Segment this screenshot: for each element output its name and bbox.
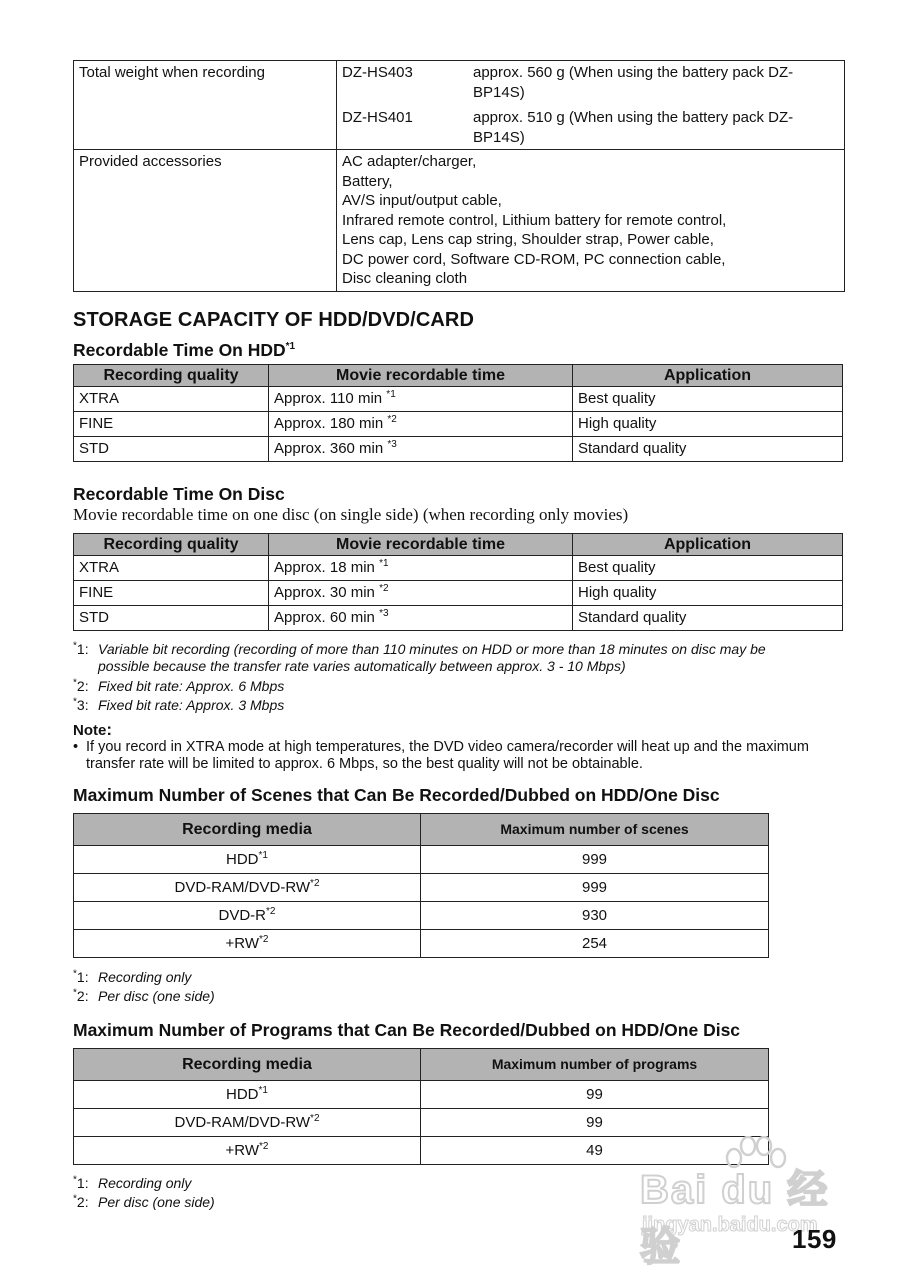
time-text: Approx. 110 min (274, 390, 383, 407)
table-row (74, 581, 843, 606)
quality-cell: STD (74, 437, 269, 462)
watermark-url: jingyan.baidu.com (642, 1214, 818, 1236)
column-header: Recording media (74, 1049, 421, 1081)
accessory-line: AV/S input/output cable, (342, 192, 502, 209)
footnote (73, 1175, 191, 1192)
value-cell: 99 (421, 1081, 769, 1109)
footnote-star: * (73, 968, 77, 980)
programs-table (73, 1048, 769, 1165)
note-text: transfer rate will be limited to approx. 6 Mbps, so the best quality will not be obtainable. (86, 756, 643, 772)
table-header-row (74, 1049, 769, 1081)
footnote (73, 988, 215, 1005)
time-text: Approx. 30 min (274, 584, 375, 601)
disc-time-table (73, 533, 843, 631)
footnote-ref: *1 (258, 1085, 268, 1096)
footnote-ref: *2 (310, 878, 320, 889)
spec-table (73, 60, 845, 292)
accessories-label: Provided accessories (74, 150, 337, 292)
scenes-heading: Maximum Number of Scenes that Can Be Recorded/Dubbed on HDD/One Disc (73, 785, 720, 805)
footnote-ref: *2 (387, 414, 397, 425)
application-cell: High quality (573, 412, 843, 437)
footnote (73, 641, 766, 675)
column-header: Maximum number of scenes (421, 814, 769, 846)
footnote-ref: *1 (379, 558, 389, 569)
footnote-key (73, 678, 98, 695)
heading-text: Recordable Time On HDD (73, 340, 286, 360)
footnote-ref: *1 (285, 341, 296, 353)
footnote-text: possible because the transfer rate varies automatically between approx. 3 - 10 Mbps) (98, 658, 626, 674)
accessory-line: Infrared remote control, Lithium battery for remote control, (342, 211, 727, 229)
table-row (74, 412, 843, 437)
column-header: Movie recordable time (269, 534, 573, 556)
time-cell (269, 387, 573, 412)
table-row (74, 1109, 769, 1137)
footnote-ref: *1 (258, 850, 268, 861)
table-header-row (74, 534, 843, 556)
column-header: Application (573, 534, 843, 556)
value-cell: 254 (421, 930, 769, 958)
weight-value: approx. 560 g (When using the battery pack DZ-BP14S) (473, 64, 794, 101)
accessory-line: Disc cleaning cloth (342, 270, 468, 287)
media-cell (74, 1081, 421, 1109)
media-text: +RW (225, 935, 260, 952)
accessory-line: DC power cord, Software CD-ROM, PC connection cable, (342, 250, 726, 268)
column-header: Recording quality (74, 365, 269, 387)
time-cell (269, 412, 573, 437)
time-cell (269, 437, 573, 462)
footnote-star: * (73, 677, 77, 689)
time-text: Approx. 360 min (274, 440, 384, 457)
accessories-list (337, 150, 845, 292)
scenes-table (73, 813, 769, 958)
value-cell: 99 (421, 1109, 769, 1137)
hdd-time-heading (73, 340, 295, 361)
programs-heading: Maximum Number of Programs that Can Be Recorded/Dubbed on HDD/One Disc (73, 1020, 741, 1040)
column-header: Recording quality (74, 534, 269, 556)
model-name: DZ-HS401 (342, 109, 413, 126)
footnote-star: * (73, 987, 77, 999)
table-row (74, 437, 843, 462)
application-cell: Best quality (573, 556, 843, 581)
footnote-text: Per disc (one side) (98, 1194, 215, 1210)
quality-cell: XTRA (74, 556, 269, 581)
quality-cell: FINE (74, 581, 269, 606)
time-text: Approx. 180 min (274, 415, 384, 432)
table-header-row (74, 814, 769, 846)
footnote-ref: *2 (379, 583, 389, 594)
footnote-ref: *2 (259, 934, 269, 945)
table-row (74, 606, 843, 631)
media-text: DVD-RAM/DVD-RW (174, 879, 311, 896)
footnote-star: * (73, 696, 77, 708)
quality-cell: XTRA (74, 387, 269, 412)
footnote (73, 697, 284, 714)
table-row (74, 902, 769, 930)
time-cell (269, 581, 573, 606)
media-cell (74, 1109, 421, 1137)
note-colon: : (106, 720, 113, 739)
media-text: HDD (226, 1086, 259, 1103)
time-cell (269, 556, 573, 581)
table-header-row (74, 365, 843, 387)
disc-time-subtitle: Movie recordable time on one disc (on single side) (when recording only movies) (73, 505, 629, 524)
table-row (74, 1137, 769, 1165)
note-body (73, 739, 853, 773)
footnote-ref: *1 (386, 389, 396, 400)
footnote-key (73, 697, 98, 714)
time-cell (269, 606, 573, 631)
footnote-ref: *2 (266, 906, 276, 917)
note-title (73, 720, 112, 740)
bullet-icon: • (73, 739, 79, 755)
media-text: +RW (225, 1142, 260, 1159)
footnote-number: 1: (76, 641, 89, 657)
watermark-brand: Bai du 经验 (640, 1168, 830, 1269)
table-row (74, 61, 845, 150)
media-text: DVD-R (218, 907, 267, 924)
table-row (74, 150, 845, 292)
quality-cell: FINE (74, 412, 269, 437)
footnote-number: 2: (76, 678, 89, 694)
table-row (74, 930, 769, 958)
page-number: 159 (792, 1224, 837, 1254)
table-row (74, 846, 769, 874)
disc-time-heading: Recordable Time On Disc (73, 484, 285, 504)
value-cell: 999 (421, 846, 769, 874)
column-header: Application (573, 365, 843, 387)
note-text: If you record in XTRA mode at high temperatures, the DVD video camera/recorder will heat up and the maximum (86, 739, 809, 755)
weight-values (337, 61, 845, 150)
time-text: Approx. 60 min (274, 609, 375, 626)
footnote-text: Fixed bit rate: Approx. 3 Mbps (98, 697, 285, 713)
column-header: Recording media (74, 814, 421, 846)
footnote (73, 969, 191, 986)
footnote (73, 678, 284, 695)
accessory-line: Battery, (342, 172, 393, 190)
media-cell (74, 902, 421, 930)
footnote-text: Recording only (98, 969, 192, 985)
footnote-ref: *2 (259, 1141, 269, 1152)
column-header: Movie recordable time (269, 365, 573, 387)
application-cell: Standard quality (573, 437, 843, 462)
footnote-number: 1: (76, 969, 89, 985)
model-name: DZ-HS403 (342, 64, 413, 81)
footnote-text: Per disc (one side) (98, 988, 215, 1004)
quality-cell: STD (74, 606, 269, 631)
footnote-key (73, 969, 98, 986)
footnote-key (73, 988, 98, 1005)
value-cell: 49 (421, 1137, 769, 1165)
footnote (73, 1194, 215, 1211)
value-cell: 999 (421, 874, 769, 902)
application-cell: High quality (573, 581, 843, 606)
table-row (74, 387, 843, 412)
footnote-ref: *3 (387, 439, 397, 450)
weight-row (342, 63, 839, 102)
value-cell: 930 (421, 902, 769, 930)
weight-value: approx. 510 g (When using the battery pack DZ-BP14S) (473, 109, 794, 146)
time-text: Approx. 18 min (274, 559, 375, 576)
footnote-star: * (73, 1193, 77, 1205)
footnote-text: Fixed bit rate: Approx. 6 Mbps (98, 678, 285, 694)
footnote-star: * (73, 1174, 77, 1186)
table-row (74, 1081, 769, 1109)
hdd-time-table (73, 364, 843, 462)
section-title: STORAGE CAPACITY OF HDD/DVD/CARD (73, 309, 475, 331)
note-label: Note (73, 722, 107, 739)
media-cell (74, 1137, 421, 1165)
weight-label: Total weight when recording (74, 61, 337, 150)
footnote-number: 1: (76, 1175, 89, 1191)
footnote-number: 2: (76, 988, 89, 1004)
footnote-ref: *3 (379, 608, 389, 619)
media-text: HDD (226, 851, 259, 868)
table-row (74, 556, 843, 581)
footnote-text: Recording only (98, 1175, 192, 1191)
footnote-key (73, 1194, 98, 1211)
table-row (74, 874, 769, 902)
weight-row (342, 108, 839, 147)
footnote-ref: *2 (310, 1113, 320, 1124)
application-cell: Standard quality (573, 606, 843, 631)
footnote-star: * (73, 640, 77, 652)
media-cell (74, 930, 421, 958)
footnote-text: Variable bit recording (recording of more than 110 minutes on HDD or more than 18 minutes on disc may be (98, 641, 766, 657)
column-header: Maximum number of programs (421, 1049, 769, 1081)
accessory-line: Lens cap, Lens cap string, Shoulder strap, Power cable, (342, 231, 714, 248)
footnote-key (73, 641, 98, 658)
footnote-key (73, 1175, 98, 1192)
application-cell: Best quality (573, 387, 843, 412)
media-text: DVD-RAM/DVD-RW (174, 1114, 311, 1131)
media-cell (74, 874, 421, 902)
accessory-line: AC adapter/charger, (342, 153, 477, 170)
footnote-number: 2: (76, 1194, 89, 1210)
footnote-number: 3: (76, 697, 89, 713)
media-cell (74, 846, 421, 874)
